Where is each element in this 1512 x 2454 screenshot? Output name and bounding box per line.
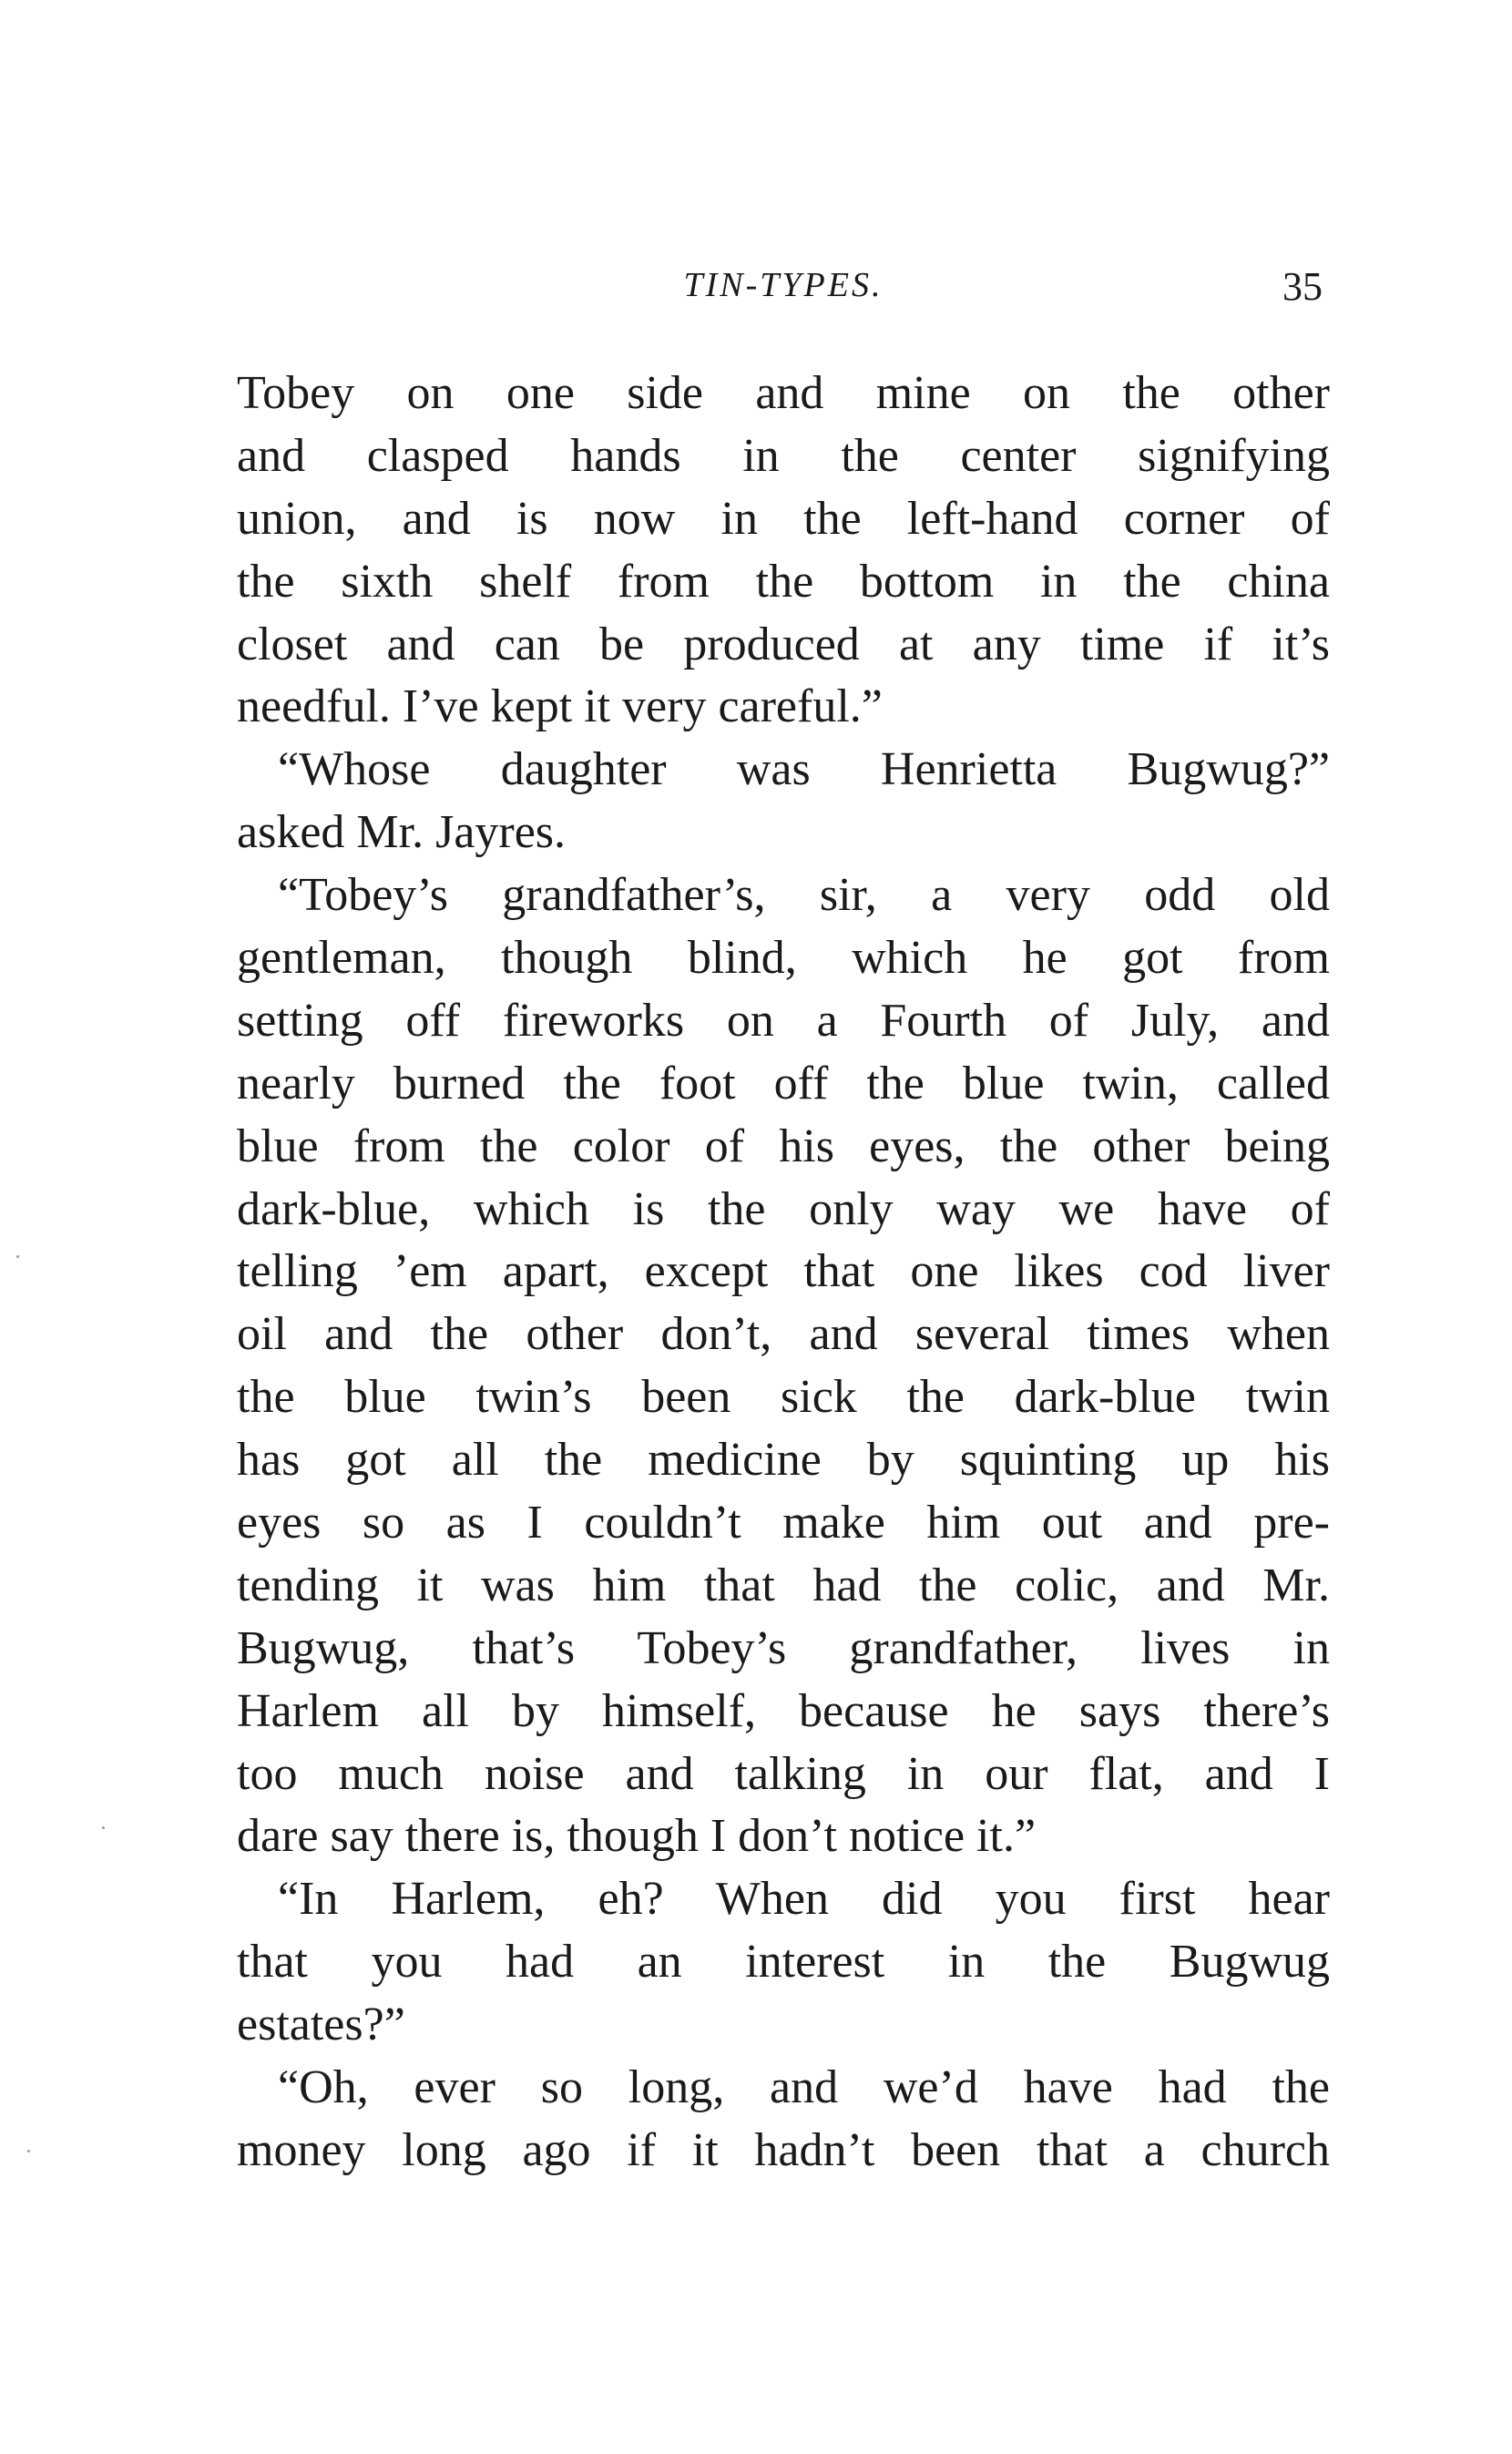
text-line: estates?” xyxy=(237,1999,405,2051)
scan-speck xyxy=(27,2150,30,2152)
body-text xyxy=(237,363,1330,2183)
text-line: closet and can be produced at any time if it’s xyxy=(237,618,1330,670)
text-line: “Whose daughter was Henrietta Bugwug?” xyxy=(278,743,1330,796)
text-line: nearly burned the foot off the blue twin, called xyxy=(237,1057,1330,1109)
text-line: telling ’em apart, except that one likes cod liver xyxy=(237,1245,1330,1298)
running-head xyxy=(237,260,1330,314)
text-line: dark-blue, which is the only way we have of xyxy=(237,1182,1330,1235)
text-line: Tobey on one side and mine on the other xyxy=(237,367,1330,419)
text-line: setting off fireworks on a Fourth of July, and xyxy=(237,994,1330,1047)
text-line: gentleman, though blind, which he got from xyxy=(237,932,1330,985)
text-line: dare say there is, though I don’t notice it.” xyxy=(237,1810,1037,1863)
text-line: blue from the color of his eyes, the other being xyxy=(237,1120,1330,1172)
scan-speck xyxy=(16,1255,19,1258)
page-number: 35 xyxy=(1282,264,1323,309)
text-line: the sixth shelf from the bottom in the china xyxy=(237,555,1330,608)
text-line: too much noise and talking in our flat, and I xyxy=(237,1747,1330,1800)
text-line: “Oh, ever so long, and we’d have had the xyxy=(278,2061,1330,2114)
text-line: asked Mr. Jayres. xyxy=(237,806,567,859)
text-line: has got all the medicine by squinting up his xyxy=(237,1434,1330,1487)
text-line: tending it was him that had the colic, and Mr. xyxy=(237,1559,1330,1611)
text-line: oil and the other don’t, and several times when xyxy=(237,1308,1330,1361)
text-line: money long ago if it hadn’t been that a church xyxy=(237,2123,1330,2176)
text-line: Bugwug, that’s Tobey’s grandfather, lives in xyxy=(237,1621,1330,1674)
text-line: and clasped hands in the center signifying xyxy=(237,429,1330,482)
text-line: needful. I’ve kept it very careful.” xyxy=(237,680,883,733)
text-line: “Tobey’s grandfather’s, sir, a very odd old xyxy=(278,869,1330,922)
text-line: “In Harlem, eh? When did you first hear xyxy=(278,1873,1330,1926)
text-line: Harlem all by himself, because he says there’s xyxy=(237,1684,1330,1737)
text-line: the blue twin’s been sick the dark-blue twin xyxy=(237,1371,1330,1424)
scan-speck xyxy=(102,1826,105,1829)
running-title: TIN-TYPES. xyxy=(683,266,884,304)
text-line: eyes so as I couldn’t make him out and pre- xyxy=(237,1497,1330,1549)
text-line: that you had an interest in the Bugwug xyxy=(237,1936,1330,1989)
text-line: union, and is now in the left-hand corner of xyxy=(237,492,1330,545)
